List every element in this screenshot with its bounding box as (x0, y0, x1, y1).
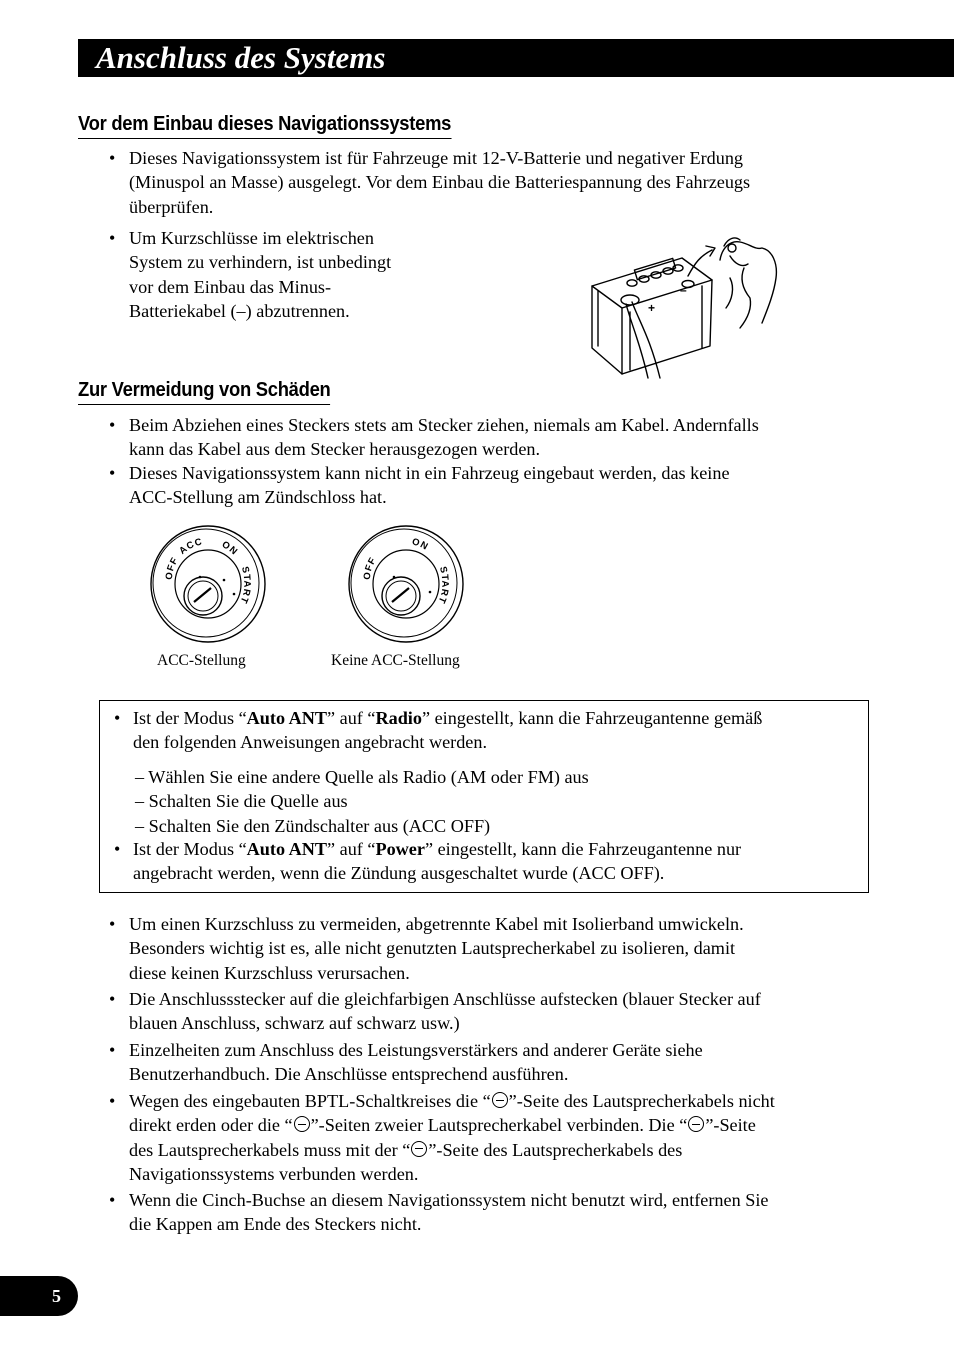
minus-circle-icon (411, 1141, 427, 1157)
text-fragment: ”-Seite des Lautsprecherkabels nicht (508, 1091, 775, 1111)
page-title: Anschluss des Systems (96, 40, 386, 75)
text-line: überprüfen. (129, 196, 214, 217)
text-fragment: ” eingestellt, kann die Fahrzeugantenne gemäß (421, 708, 763, 728)
section-heading-avoid-damage: Zur Vermeidung von Schäden (78, 379, 331, 405)
text-line: Wenn die Cinch-Buchse an diesem Navigationssystem nicht benutzt wird, entfernen Sie (129, 1190, 769, 1210)
paragraph-color-connectors (129, 987, 761, 1036)
antenna-steps-list (135, 765, 589, 838)
ignition-off-label: OFF (163, 555, 181, 581)
text-line (129, 1138, 775, 1162)
text-line: angebracht werden, wenn die Zündung ausgeschaltet wurde (ACC OFF). (133, 863, 665, 884)
text-line: kann das Kabel aus dem Stecker herausgezogen werden. (129, 439, 541, 460)
text-line (129, 1113, 775, 1137)
minus-circle-icon (294, 1116, 310, 1132)
page-number-tab (0, 1276, 78, 1316)
ignition-switch-no-acc-illustration (346, 522, 466, 646)
ignition-start-label: START (237, 565, 253, 606)
plus-terminal-label: + (648, 301, 656, 315)
bullet-marker: • (109, 228, 116, 248)
mode-auto-ant: Auto ANT (246, 839, 327, 859)
paragraph-battery-type (129, 146, 750, 219)
ignition-on-label: ON (219, 539, 240, 558)
bullet-marker: • (114, 839, 121, 859)
bullet-marker: • (109, 148, 116, 168)
text-line: Einzelheiten zum Anschluss des Leistungsverstärkers and anderer Geräte siehe (129, 1040, 703, 1060)
text-line: den folgenden Anweisungen angebracht werden. (133, 732, 488, 753)
text-fragment: ” auf “ (327, 708, 376, 728)
text-line: diese keinen Kurzschluss verursachen. (129, 962, 410, 983)
text-line: blauen Anschluss, schwarz auf schwarz usw.) (129, 1013, 460, 1034)
caption-no-acc-position: Keine ACC-Stellung (331, 652, 460, 669)
text-fragment: ”-Seiten zweier Lautsprecherkabel verbinden. Die “ (310, 1115, 688, 1136)
step-item: – Schalten Sie die Quelle aus (135, 791, 348, 812)
text-fragment: Ist der Modus “ (133, 839, 247, 859)
text-fragment: des Lautsprecherkabels muss mit der “ (129, 1139, 411, 1160)
minus-circle-icon (492, 1092, 508, 1108)
bullet-marker: • (114, 708, 121, 728)
minus-terminal-label: – (680, 283, 687, 297)
bullet-marker: • (109, 1190, 116, 1210)
battery-disconnect-illustration (580, 228, 795, 380)
text-line: Navigationssystems verbunden werden. (129, 1163, 419, 1184)
text-line: Die Anschlussstecker auf die gleichfarbigen Anschlüsse aufstecken (blauer Stecker auf (129, 989, 761, 1009)
paragraph-disconnect-battery (129, 226, 391, 323)
text-fragment: Wegen des eingebauten BPTL-Schaltkreises die “ (129, 1091, 491, 1111)
paragraph-acc-required (129, 461, 730, 510)
text-line: Dieses Navigationssystem kann nicht in ein Fahrzeug eingebaut werden, das keine (129, 463, 730, 483)
minus-circle-icon (688, 1116, 704, 1132)
text-line: System zu verhindern, ist unbedingt (129, 252, 392, 273)
text-fragment: Ist der Modus “ (133, 708, 247, 728)
setting-power: Power (375, 839, 425, 859)
page-title-bar (78, 39, 954, 77)
text-fragment: ” auf “ (327, 839, 376, 859)
text-line: (Minuspol an Masse) ausgelegt. Vor dem Einbau die Batteriespannung des Fahrzeugs (129, 172, 751, 193)
text-line: vor dem Einbau das Minus- (129, 276, 332, 297)
text-fragment: ” eingestellt, kann die Fahrzeugantenne nur (424, 839, 742, 859)
text-line: Batteriekabel (–) abzutrennen. (129, 300, 350, 321)
paragraph-auto-ant-power (133, 837, 741, 886)
paragraph-insulate-cables (129, 912, 744, 985)
text-fragment: ”-Seite des Lautsprecherkabels des (428, 1139, 683, 1160)
setting-radio: Radio (375, 708, 422, 728)
ignition-acc-label: ACC (177, 536, 204, 557)
bullet-marker: • (109, 415, 116, 435)
text-line: Benutzerhandbuch. Die Anschlüsse entsprechend ausführen. (129, 1064, 569, 1085)
mode-auto-ant: Auto ANT (246, 708, 327, 728)
text-line: die Kappen am Ende des Steckers nicht. (129, 1214, 422, 1235)
text-fragment: ”-Seite (705, 1115, 756, 1136)
page-number: 5 (52, 1286, 61, 1306)
caption-acc-position: ACC-Stellung (157, 652, 246, 669)
bullet-marker: • (109, 914, 116, 934)
step-item: – Wählen Sie eine andere Quelle als Radio (AM oder FM) aus (135, 767, 589, 787)
text-fragment: direkt erden oder die “ (129, 1115, 293, 1136)
bullet-marker: • (109, 1040, 116, 1060)
paragraph-cinch-caps (129, 1188, 768, 1237)
text-line (133, 837, 741, 861)
text-line: Um einen Kurzschluss zu vermeiden, abgetrennte Kabel mit Isolierband umwickeln. (129, 914, 744, 934)
paragraph-unplug (129, 413, 759, 462)
paragraph-auto-ant-radio (133, 706, 762, 755)
text-line: Besonders wichtig ist es, alle nicht genutzten Lautsprecherkabel zu isolieren, damit (129, 938, 736, 959)
ignition-off-label: OFF (361, 555, 379, 581)
bullet-marker: • (109, 989, 116, 1009)
bullet-marker: • (109, 1091, 116, 1111)
paragraph-amplifier-details (129, 1038, 703, 1087)
text-line: Beim Abziehen eines Steckers stets am Stecker ziehen, niemals am Kabel. Andernfalls (129, 415, 759, 435)
section-heading-before-install: Vor dem Einbau dieses Navigationssystems (78, 113, 451, 139)
paragraph-bptl-circuit (129, 1089, 775, 1186)
text-line: ACC-Stellung am Zündschloss hat. (129, 487, 387, 508)
text-line: Um Kurzschlüsse im elektrischen (129, 228, 374, 248)
ignition-switch-acc-illustration (148, 522, 268, 646)
bullet-marker: • (109, 463, 116, 483)
step-item: – Schalten Sie den Zündschalter aus (ACC OFF) (135, 815, 491, 836)
text-line (133, 706, 762, 730)
text-line (129, 1089, 775, 1113)
ignition-start-label: START (435, 565, 451, 606)
text-line: Dieses Navigationssystem ist für Fahrzeuge mit 12-V-Batterie und negativer Erdung (129, 148, 744, 168)
ignition-on-label: ON (410, 536, 431, 553)
